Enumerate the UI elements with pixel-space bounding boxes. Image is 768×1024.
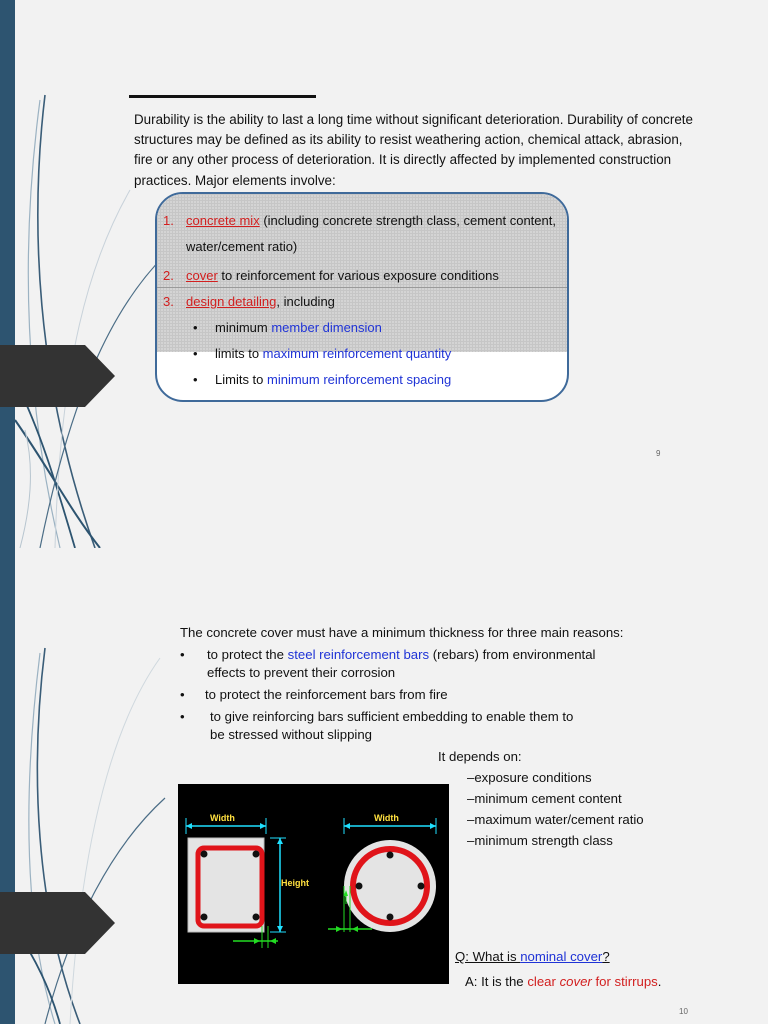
slide-concrete-cover xyxy=(0,548,768,1024)
bullet-icon: • xyxy=(193,320,198,335)
sub-item-member-dimension xyxy=(193,320,382,335)
answer-text: . xyxy=(657,974,662,989)
depends-item: –minimum strength class xyxy=(467,833,613,848)
sub-item-highlight: maximum reinforcement quantity xyxy=(262,346,452,361)
item-key: cover xyxy=(186,268,218,283)
answer-highlight: for stirrups xyxy=(591,974,658,989)
question-highlight: nominal cover xyxy=(520,949,603,964)
intro-paragraph: Durability is the ability to last a long time without significant deterioration. Durability of concrete structures may be defined as its ability to resist weathering action, chemical attack, abrasion, fire or any other process of deterioration. It is directly affected by implemented construction practices. Major elements involve: xyxy=(134,112,693,188)
reason-1 xyxy=(207,647,595,662)
list-item-continuation: water/cement ratio) xyxy=(186,239,298,254)
question-text: ? xyxy=(602,949,610,964)
reason-3-continuation: be stressed without slipping xyxy=(210,727,373,742)
cover-diagram xyxy=(178,784,449,984)
reason-2: to protect the reinforcement bars from fire xyxy=(205,687,448,702)
answer-highlight-italic: cover xyxy=(559,974,592,989)
sub-item-highlight: minimum reinforcement spacing xyxy=(267,372,452,387)
lead-text: The concrete cover must have a minimum thickness for three main reasons: xyxy=(180,625,624,640)
depends-title: It depends on: xyxy=(438,749,522,764)
answer xyxy=(465,974,661,989)
depends-item: –maximum water/cement ratio xyxy=(467,812,644,827)
bullet-icon: • xyxy=(193,346,198,361)
title-underline xyxy=(129,95,316,98)
chevron-arrow-icon xyxy=(0,345,115,407)
bullet-icon: • xyxy=(193,372,198,387)
question xyxy=(455,949,610,964)
reason-1-continuation: effects to prevent their corrosion xyxy=(207,665,396,680)
depends-item: –exposure conditions xyxy=(467,770,592,785)
item-text: (including concrete strength class, cement content, xyxy=(259,213,556,228)
elements-box xyxy=(155,192,569,402)
item-key: concrete mix xyxy=(186,213,260,228)
diagram-label-height: Height xyxy=(281,878,309,888)
sub-item-highlight: member dimension xyxy=(271,320,382,335)
bullet-icon: • xyxy=(180,687,185,702)
cover-diagram-graphic xyxy=(178,784,449,984)
sub-item-prefix: limits to xyxy=(215,346,263,361)
bullet-icon: • xyxy=(180,647,185,662)
item-text: to reinforcement for various exposure conditions xyxy=(217,268,499,283)
sub-item-max-reinforcement xyxy=(193,346,452,361)
item-key: design detailing xyxy=(186,294,277,309)
chevron-arrow-icon xyxy=(0,892,115,954)
sub-item-prefix: Limits to xyxy=(215,372,268,387)
sub-item-prefix: minimum xyxy=(215,320,272,335)
page-number: 9 xyxy=(656,449,661,458)
answer-text: A: It is the xyxy=(465,974,528,989)
reason-text: (rebars) from environmental xyxy=(429,647,596,662)
page-number: 10 xyxy=(679,1007,688,1016)
answer-highlight: clear xyxy=(527,974,560,989)
item-number: 2. xyxy=(163,268,174,283)
box-divider xyxy=(157,287,567,288)
bullet-icon: • xyxy=(180,709,185,724)
item-number: 3. xyxy=(163,294,174,309)
reason-3: to give reinforcing bars sufficient embedding to enable them to xyxy=(210,709,574,724)
sub-item-min-spacing xyxy=(193,372,452,387)
item-text: , including xyxy=(276,294,335,309)
depends-item: –minimum cement content xyxy=(467,791,622,806)
reason-text: to protect the xyxy=(207,647,288,662)
diagram-label-width-right: Width xyxy=(374,813,399,823)
diagram-label-width-left: Width xyxy=(210,813,235,823)
question-text: Q: What is xyxy=(455,949,521,964)
reason-highlight: steel reinforcement bars xyxy=(287,647,430,662)
item-number: 1. xyxy=(163,213,174,228)
